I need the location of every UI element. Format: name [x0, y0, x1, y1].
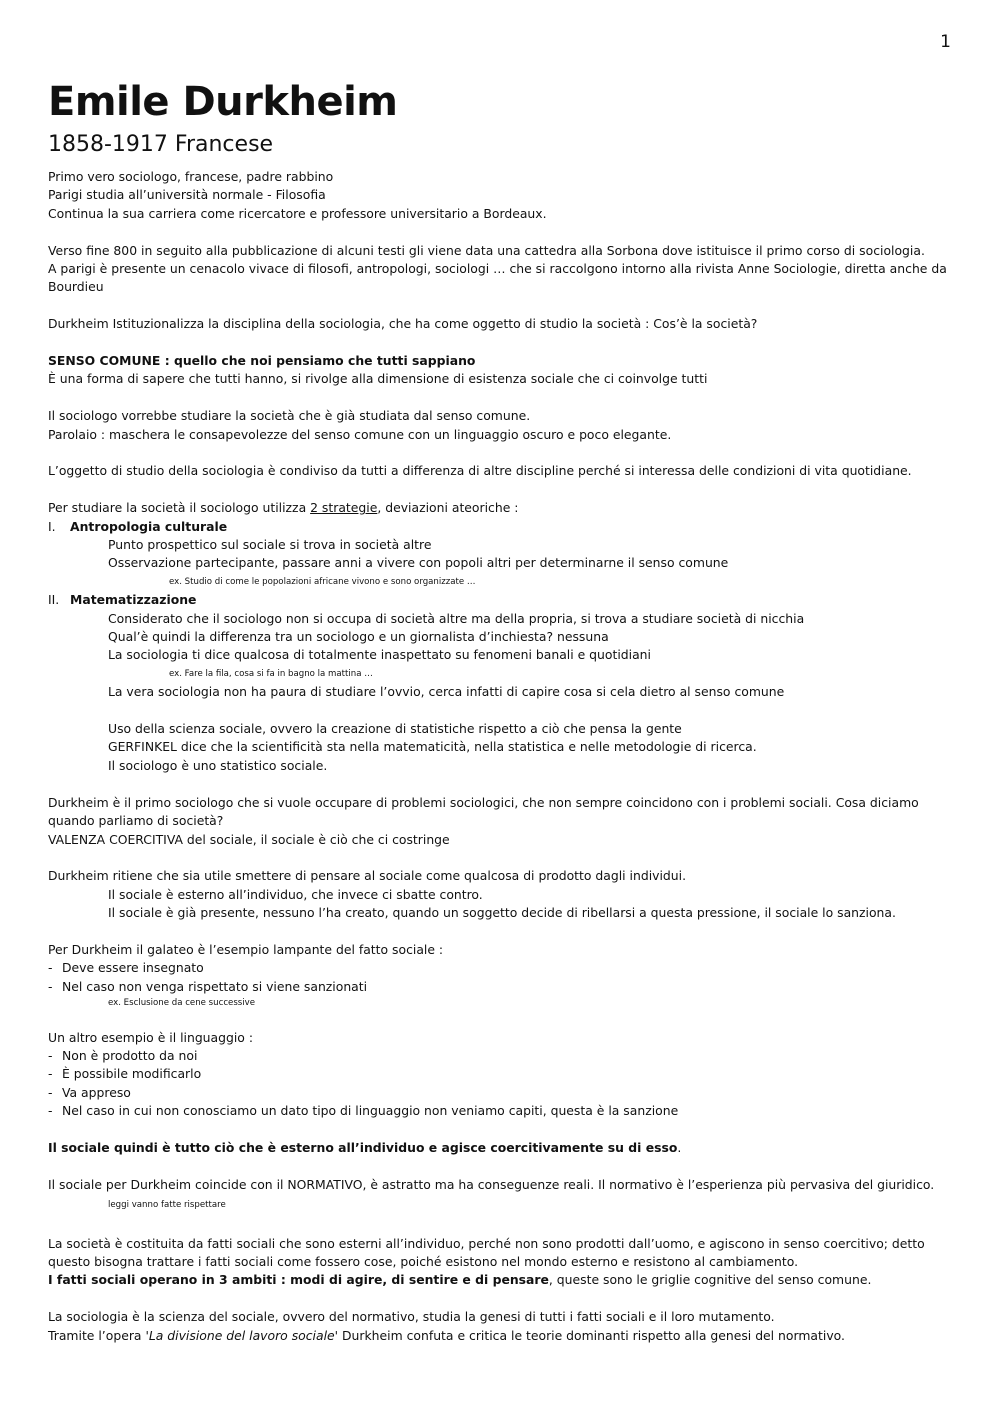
paragraph-parolaio: Parolaio : maschera le consapevolezze del senso comune con un linguaggio oscuro e poco elegante. [48, 426, 672, 442]
example-note: ex. Esclusione da cene successive [108, 998, 256, 1009]
page-subtitle: 1858-1917 Francese [48, 132, 274, 157]
strategy-title: Matematizzazione [70, 592, 197, 608]
list-item [48, 1102, 958, 1120]
paragraph-opera [48, 1327, 958, 1345]
strategie-underlined: 2 strategie [310, 500, 378, 516]
paragraph-sociologo: Il sociologo vorrebbe studiare la società che è già studiata dal senso comune. [48, 408, 531, 424]
paragraph-parigi: A parigi è presente un cenacolo vivace di filosofi, antropologi, sociologi … che si raccolgono intorno alla rivista Anne Sociologie, diretta anche da Bourdieu [48, 261, 947, 295]
ritiene-line: Il sociale è esterno all’individuo, che invece ci sbatte contro. [108, 886, 483, 902]
strategy-item-2 [48, 591, 958, 609]
intro-line: Continua la sua carriera come ricercatore e professore universitario a Bordeaux. [48, 205, 547, 221]
sociale-quindi-bold: Il sociale quindi è tutto ciò che è esterno all’individuo e agisce coercitivamente su di esso [48, 1139, 678, 1155]
strategie-pre: Per studiare la società il sociologo utilizza [48, 500, 311, 516]
paragraph-ambiti [48, 1271, 958, 1289]
strategy-line: Uso della scienza sociale, ovvero la creazione di statistiche rispetto a ciò che pensa la gente [108, 721, 682, 737]
dash-bullet: - [48, 1047, 53, 1063]
paragraph-valenza: VALENZA COERCITIVA del sociale, il sociale è ciò che ci costringe [48, 831, 450, 847]
sociale-quindi-dot: . [677, 1139, 682, 1155]
paragraph-fatti-sociali: La società è costituita da fatti sociali che sono esterni all’individuo, perché non sono prodotti dall’uomo, e agiscono in senso coercitivo; detto questo bisogna trattare i fatti sociali come fossero cose, poiché esistono nel mondo esterno e resistono al cambiamento. [48, 1235, 925, 1269]
normativo-note: leggi vanno fatte rispettare [108, 1200, 226, 1211]
strategy-line: Considerato che il sociologo non si occupa di società altre ma della propria, si trova a studiare società di nicchia [108, 610, 805, 626]
paragraph-linguaggio: Un altro esempio è il linguaggio : [48, 1029, 253, 1045]
ambiti-rest: , queste sono le griglie cognitive del senso comune. [548, 1272, 872, 1288]
dash-bullet: - [48, 1084, 53, 1100]
list-item-text: Nel caso non venga rispettato si viene sanzionati [62, 978, 368, 994]
paragraph-strategie [48, 499, 958, 517]
list-item-text: È possibile modificarlo [62, 1066, 202, 1082]
strategy-line: Il sociologo è uno statistico sociale. [108, 757, 328, 773]
list-item [48, 959, 958, 977]
dash-bullet: - [48, 978, 53, 994]
senso-comune-text: È una forma di sapere che tutti hanno, si rivolge alla dimensione di esistenza sociale che ci coinvolge tutti [48, 371, 708, 387]
strategy-line: Osservazione partecipante, passare anni a vivere con popoli altri per determinarne il senso comune [108, 555, 729, 571]
example-note: ex. Fare la fila, cosa si fa in bagno la mattina … [169, 668, 373, 679]
strategy-line: La vera sociologia non ha paura di studiare l’ovvio, cerca infatti di capire cosa si cela dietro al senso comune [108, 684, 785, 700]
example-note: ex. Studio di come le popolazioni africane vivono e sono organizzate … [169, 576, 476, 587]
paragraph-scienza: La sociologia è la scienza del sociale, ovvero del normativo, studia la genesi di tutti i fatti sociali e il loro mutamento. [48, 1309, 775, 1325]
dash-bullet: - [48, 1066, 53, 1082]
paragraph-normativo: Il sociale per Durkheim coincide con il NORMATIVO, è astratto ma ha conseguenze reali. Il normativo è l’esperienza più pervasiva del giuridico. [48, 1176, 935, 1192]
strategy-line: GERFINKEL dice che la scientificità sta nella matematicità, nella statistica e nelle metodologie di ricerca. [108, 739, 757, 755]
paragraph-ritiene: Durkheim ritiene che sia utile smettere di pensare al sociale come qualcosa di prodotto dagli individui. [48, 868, 687, 884]
intro-line: Primo vero sociologo, francese, padre rabbino [48, 169, 334, 184]
paragraph-istituzionalizza: Durkheim Istituzionalizza la disciplina della sociologia, che ha come oggetto di studio la società : Cos’è la società? [48, 316, 758, 332]
opera-title: 'La divisione del lavoro sociale' [145, 1327, 339, 1343]
strategy-number: I. [48, 518, 56, 534]
senso-comune-heading-text: SENSO COMUNE : quello che noi pensiamo che tutti sappiano [48, 353, 476, 369]
ritiene-line: Il sociale è già presente, nessuno l’ha creato, quando un soggetto decide di ribellarsi a questa pressione, il sociale lo sanziona. [108, 905, 896, 921]
strategie-post: , deviazioni ateoriche : [377, 500, 519, 516]
paragraph-primo-sociologo: Durkheim è il primo sociologo che si vuole occupare di problemi sociologici, che non sempre coincidono con i problemi sociali. Cosa diciamo quando parliamo di società? [48, 794, 919, 829]
strategy-line: La sociologia ti dice qualcosa di totalmente inaspettato su fenomeni banali e quotidiani [108, 647, 651, 663]
page-number: 1 [940, 32, 951, 52]
strategy-item-1 [48, 518, 958, 536]
dash-bullet: - [48, 960, 53, 976]
strategy-number: II. [48, 592, 60, 608]
page-title: Emile Durkheim [48, 79, 398, 125]
document-body [48, 168, 958, 1345]
strategy-line: Punto prospettico sul sociale si trova in società altre [108, 537, 432, 553]
paragraph-sociale-quindi [48, 1139, 958, 1157]
list-item [48, 1084, 958, 1102]
opera-post: Durkheim confuta e critica le teorie dominanti rispetto alla genesi del normativo. [338, 1327, 845, 1343]
list-item-text: Va appreso [62, 1084, 131, 1100]
opera-pre: Tramite l’opera [48, 1327, 146, 1343]
list-item-text: Non è prodotto da noi [62, 1047, 198, 1063]
strategy-title: Antropologia culturale [70, 518, 228, 534]
intro-line: Parigi studia all’università normale - Filosofia [48, 187, 326, 203]
paragraph-sorbona: Verso fine 800 in seguito alla pubblicazione di alcuni testi gli viene data una cattedra alla Sorbona dove istituisce il primo corso di sociologia. [48, 242, 925, 258]
list-item-text: Deve essere insegnato [62, 960, 204, 976]
strategy-line: Qual’è quindi la differenza tra un sociologo e un giornalista d’inchiesta? nessuna [108, 629, 609, 645]
list-item [48, 1047, 958, 1065]
list-item [48, 978, 958, 996]
paragraph-oggetto: L’oggetto di studio della sociologia è condiviso da tutti a differenza di altre discipline perché si interessa delle condizioni di vita quotidiane. [48, 463, 912, 479]
list-item [48, 1065, 958, 1083]
dash-bullet: - [48, 1103, 53, 1119]
list-item-text: Nel caso in cui non conosciamo un dato tipo di linguaggio non veniamo capiti, questa è la sanzione [62, 1103, 679, 1119]
senso-comune-heading [48, 352, 958, 370]
ambiti-bold: I fatti sociali operano in 3 ambiti : modi di agire, di sentire e di pensare [48, 1272, 549, 1288]
paragraph-galateo: Per Durkheim il galateo è l’esempio lampante del fatto sociale : [48, 941, 444, 957]
